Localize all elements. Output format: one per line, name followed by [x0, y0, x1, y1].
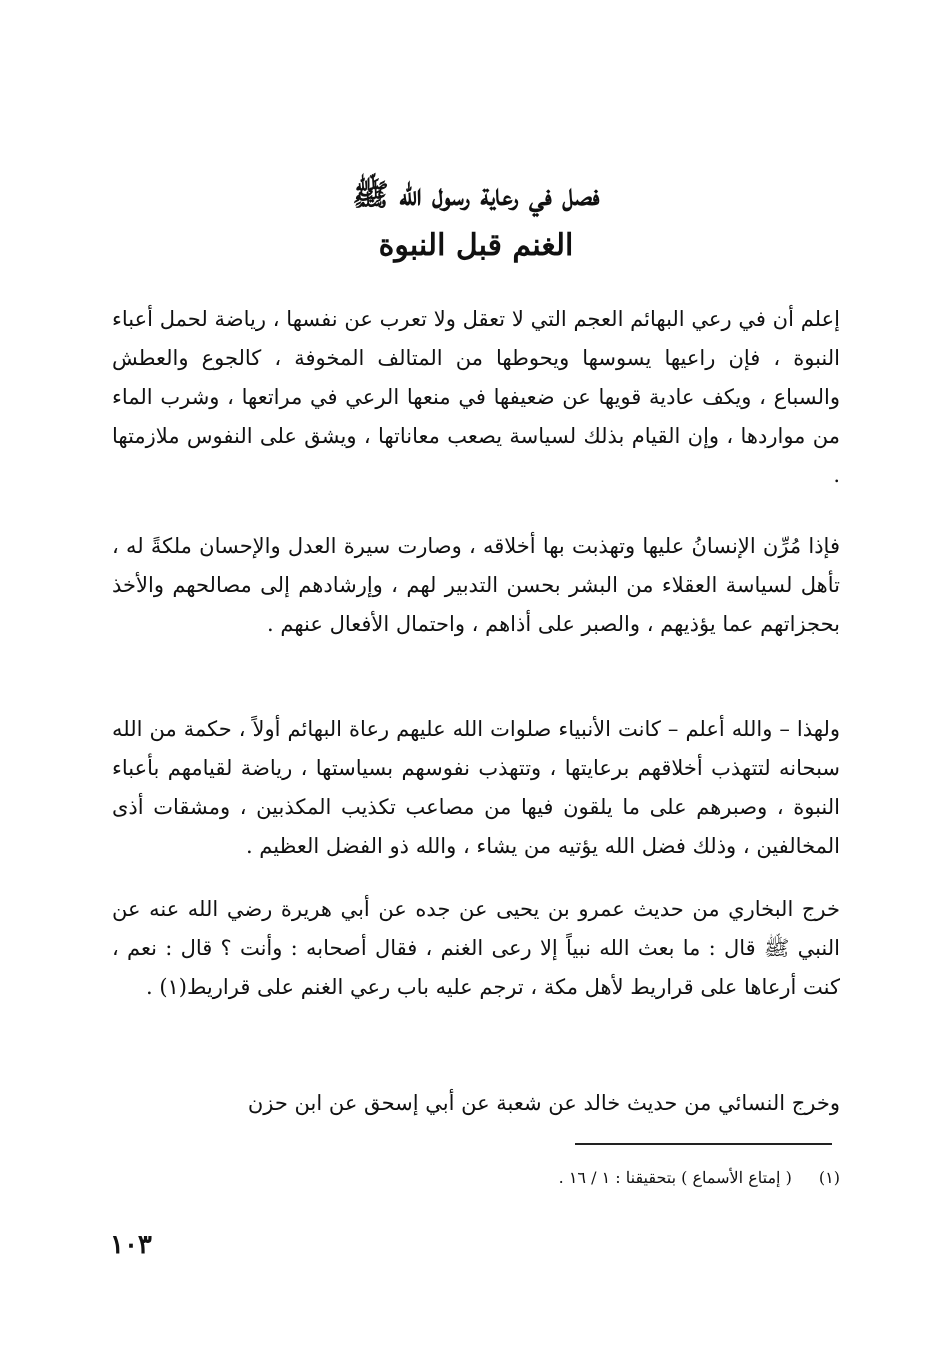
footnote: [450, 1166, 840, 1190]
page-number: ١٠٣: [110, 1230, 152, 1260]
footnote-divider: [575, 1143, 832, 1145]
chapter-title-line-2: الغنم قبل النبوة: [378, 228, 574, 263]
paragraph-1: إعلم أن في رعي البهائم العجم التي لا تعقل ولا تعرب عن نفسها ، رياضة لحمل أعباء النبوة ، فإن راعيها يسوسها ويحوطها من المتالف المخوفة ، كالجوع والعطش والسباع ، ويكف عادية قويها عن ضعيفها في منعها الرعي في مراتعها ، وشرب الماء من مواردها ، وإن القيام بذلك لسياسة يصعب معاناتها ، ويشق على النفوس ملازمتها .: [112, 307, 840, 487]
footnote-number: (١): [818, 1168, 840, 1187]
chapter-title-line-1: فصل في رعاية رسول الله ﷺ: [352, 178, 600, 213]
paragraph-5: وخرج النسائي من حديث خالد عن شعبة عن أبي إسحق عن ابن حزن: [247, 1091, 840, 1115]
footnote-text: ( إمتاع الأسماع ) بتحقيقنا : ١ / ١٦ .: [558, 1168, 792, 1187]
paragraph-4: خرج البخاري من حديث عمرو بن يحيى عن جده عن أبي هريرة رضي الله عنه عن النبي ﷺ قال : ما بعث الله نبياً إلا رعى الغنم ، فقال أصحابه : وأنت ؟ قال : نعم ، كنت أرعاها على قراريط لأهل مكة ، ترجم عليه باب رعي الغنم على قراريط(١) .: [112, 897, 840, 999]
paragraph-2: فإذا مُرِّن الإنسانُ عليها وتهذبت بها أخلاقه ، وصارت سيرة العدل والإحسان ملكةً له ، تأهل لسياسة العقلاء من البشر بحسن التدبير لهم ، وإرشادهم إلى مصالحهم والأخذ بحجزاتهم عما يؤذيهم ، والصبر على أذاهم ، واحتمال الأفعال عنهم .: [112, 534, 840, 636]
paragraph-3: ولهذا – والله أعلم – كانت الأنبياء صلوات الله عليهم رعاة البهائم أولاً ، حكمة من الله سبحانه لتتهذب أخلاقهم برعايتها ، وتتهذب نفوسهم بسياستها ، رياضة لقيامهم بأعباء النبوة ، وصبرهم على ما يلقون فيها من مصاعب تكذيب المكذبين ، ومشقات أذى المخالفين ، وذلك فضل الله يؤتيه من يشاء ، والله ذو الفضل العظيم .: [112, 717, 840, 858]
